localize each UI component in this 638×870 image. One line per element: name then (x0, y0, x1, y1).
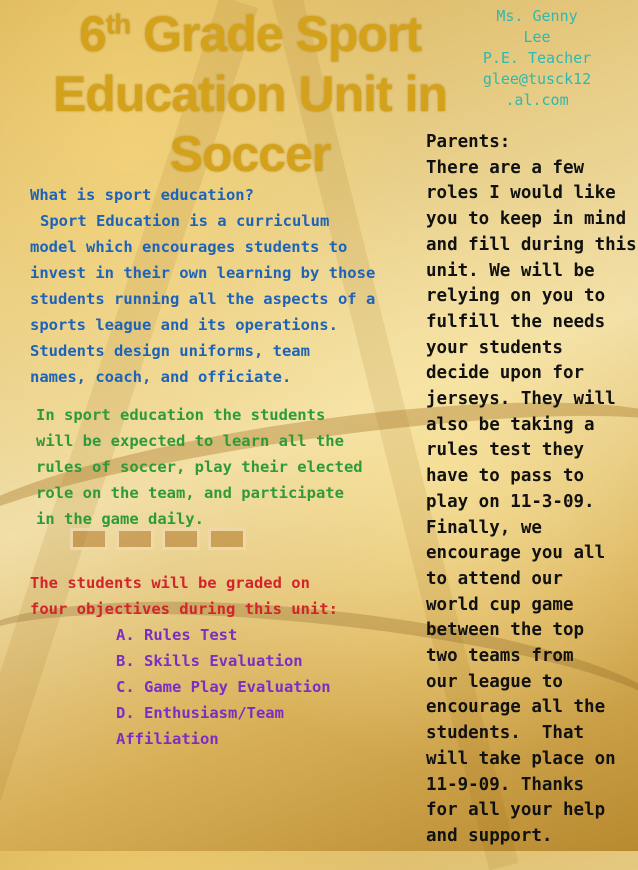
contact-email: .al.com (505, 91, 569, 109)
contact-line: Ms. Genny (496, 7, 578, 25)
parents-line: encourage all the (426, 697, 606, 718)
expectations-line: rules of soccer, play their elected (36, 458, 363, 476)
parents-line: students. That (426, 723, 585, 744)
sport-education-section (30, 182, 420, 390)
section-question: What is sport education? (30, 186, 254, 204)
parents-line: 11-9-09. Thanks (426, 774, 585, 795)
parents-line: will take place on (426, 748, 616, 769)
expectations-line: in the game daily. (36, 510, 204, 528)
objectives-list (30, 622, 420, 752)
parents-line: world cup game (426, 594, 574, 615)
parents-line: our league to (426, 671, 563, 692)
grading-section (30, 570, 420, 752)
answer-line: Students design uniforms, team (30, 342, 310, 360)
answer-line: invest in their own learning by those (30, 264, 376, 282)
expectations-section (36, 402, 416, 532)
parents-line: play on 11-3-09. (426, 491, 595, 512)
contact-line: P.E. Teacher (482, 49, 592, 67)
expectations-line: will be expected to learn all the (36, 432, 344, 450)
parents-line: for all your help (426, 800, 606, 821)
parents-line: and support. (426, 825, 553, 846)
title-grade-number: 6 (78, 6, 106, 62)
objective-item: A. Rules Test (116, 626, 238, 644)
parents-line: encourage you all (426, 543, 606, 564)
parents-line: Parents: (426, 132, 511, 152)
contact-email: glee@tusck12 (482, 70, 592, 88)
title-line-2: Education Unit in (52, 66, 448, 122)
grading-intro: four objectives during this unit: (30, 600, 338, 618)
parents-line: Finally, we (426, 517, 542, 538)
parents-line: unit. We will be (426, 260, 595, 281)
objective-item: Affiliation (116, 730, 219, 748)
objective-item: B. Skills Evaluation (116, 652, 303, 670)
parents-line: jerseys. They will (426, 389, 616, 410)
title-line-1 (40, 4, 460, 64)
parents-line: also be taking a (426, 414, 595, 435)
parents-line: fulfill the needs (426, 311, 606, 332)
parents-line: relying on you to (426, 286, 606, 307)
expectations-line: role on the team, and participate (36, 484, 344, 502)
teacher-contact (462, 6, 612, 111)
parents-letter (426, 130, 638, 850)
parents-line: two teams from (426, 646, 574, 667)
title-line-3: Soccer (169, 126, 331, 182)
parents-line: you to keep in mind (426, 209, 627, 230)
answer-line: students running all the aspects of a (30, 290, 376, 308)
parents-line: between the top (426, 620, 585, 641)
parents-line: rules test they (426, 440, 585, 461)
parents-line: your students (426, 337, 563, 358)
contact-line: Lee (523, 28, 551, 46)
parents-line: There are a few (426, 157, 585, 178)
parents-line: decide upon for (426, 363, 585, 384)
answer-line: sports league and its operations. (30, 316, 338, 334)
title-grade-text: Grade Sport (130, 6, 422, 62)
answer-line: model which encourages students to (30, 238, 348, 256)
parents-line: roles I would like (426, 183, 616, 204)
answer-line: Sport Education is a curriculum (40, 212, 330, 230)
grading-intro: The students will be graded on (30, 574, 310, 592)
parents-line: have to pass to (426, 466, 585, 487)
objective-item: C. Game Play Evaluation (116, 678, 331, 696)
parents-line: and fill during this (426, 234, 637, 255)
title-superscript: th (105, 8, 131, 40)
answer-line: names, coach, and officiate. (30, 368, 292, 386)
expectations-line: In sport education the students (36, 406, 326, 424)
page-title (40, 4, 460, 184)
parents-line: to attend our (426, 568, 563, 589)
objective-item: D. Enthusiasm/Team (116, 704, 284, 722)
